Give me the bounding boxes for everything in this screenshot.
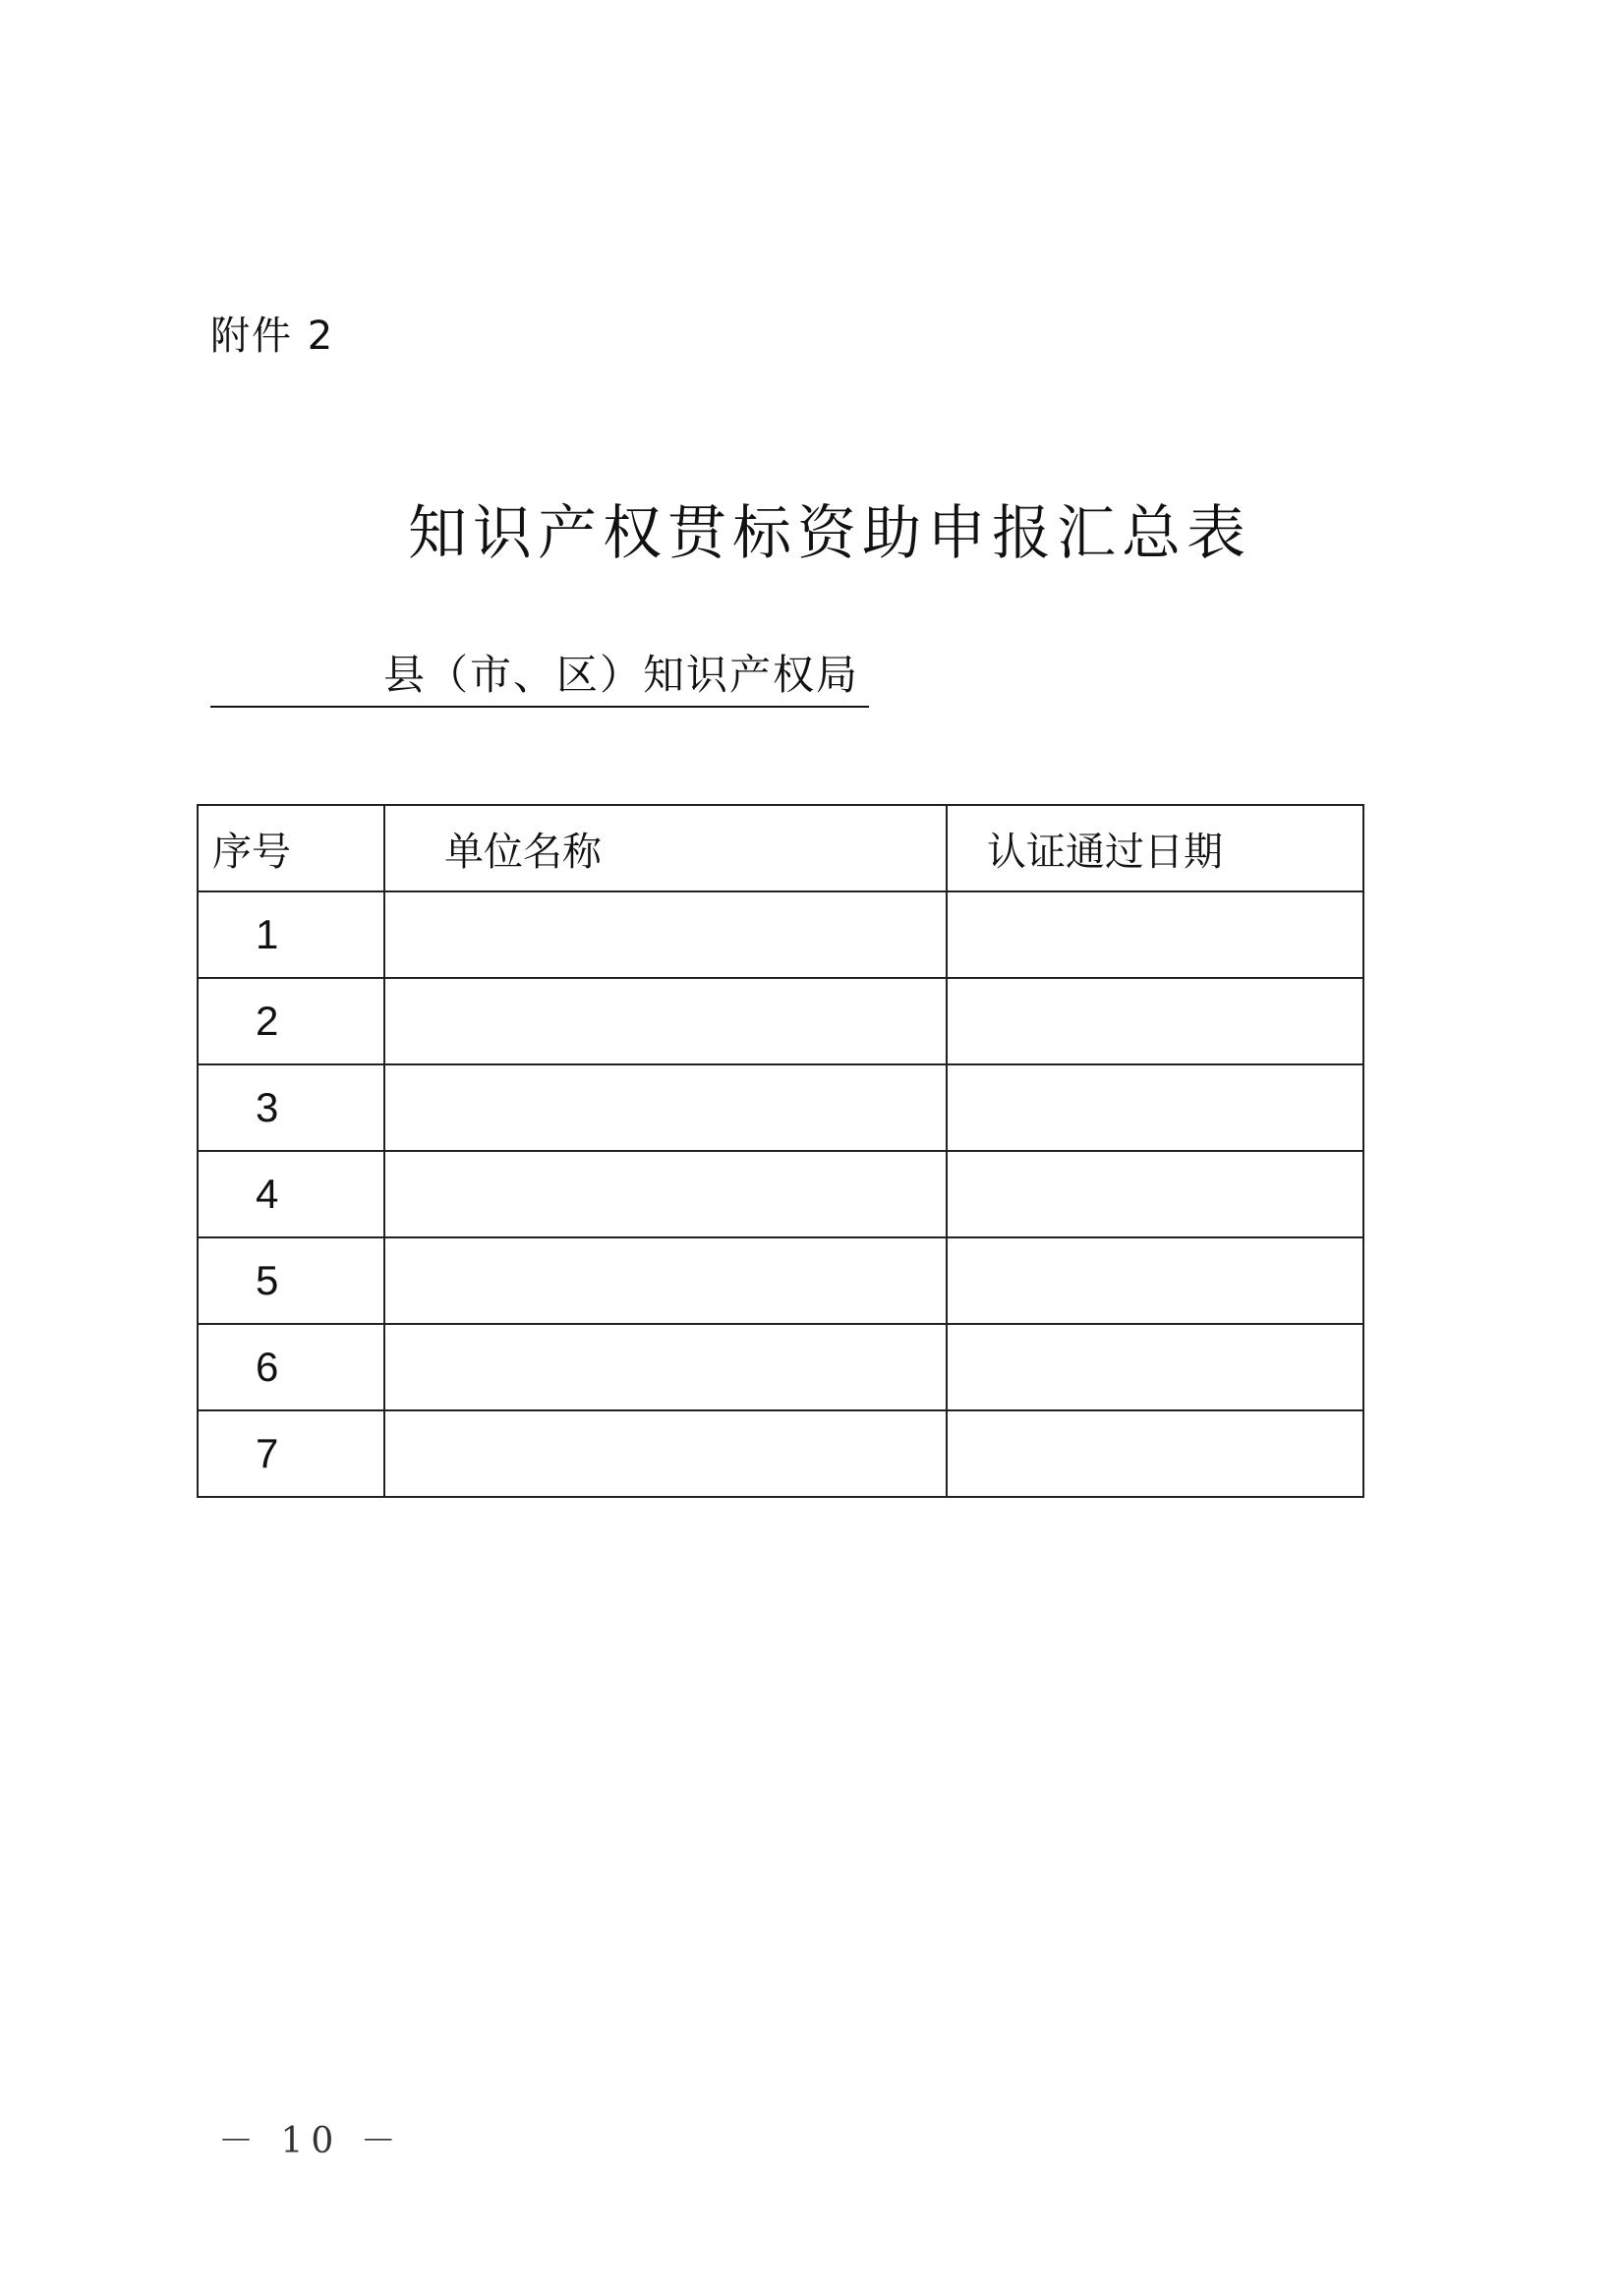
table-row xyxy=(198,1237,1363,1324)
summary-table xyxy=(197,804,1364,1498)
unit-name-cell[interactable] xyxy=(384,1237,947,1324)
certification-date-cell[interactable] xyxy=(947,978,1363,1064)
unit-fill-line[interactable] xyxy=(210,649,869,708)
certification-date-cell[interactable] xyxy=(947,1237,1363,1324)
unit-name-cell[interactable] xyxy=(384,1324,947,1410)
unit-name-cell[interactable] xyxy=(384,891,947,978)
header-certification-date: 认证通过日期 xyxy=(947,805,1363,891)
unit-line-text: 县（市、区）知识产权局 xyxy=(383,651,860,699)
table-row xyxy=(198,978,1363,1064)
table-header-row xyxy=(198,805,1363,891)
table-row xyxy=(198,1410,1363,1497)
page-number: － 10 － xyxy=(218,2121,404,2161)
row-number: 6 xyxy=(198,1324,384,1410)
unit-name-cell[interactable] xyxy=(384,1410,947,1497)
page-title: 知识产权贯标资助申报汇总表 xyxy=(408,499,1251,568)
row-number: 4 xyxy=(198,1151,384,1237)
table-row xyxy=(198,1064,1363,1151)
unit-name-cell[interactable] xyxy=(384,1151,947,1237)
certification-date-cell[interactable] xyxy=(947,1064,1363,1151)
certification-date-cell[interactable] xyxy=(947,1410,1363,1497)
table-row xyxy=(198,891,1363,978)
row-number: 5 xyxy=(198,1237,384,1324)
certification-date-cell[interactable] xyxy=(947,1151,1363,1237)
unit-name-cell[interactable] xyxy=(384,1064,947,1151)
certification-date-cell[interactable] xyxy=(947,1324,1363,1410)
attachment-label: 附件 2 xyxy=(210,314,335,359)
table-row xyxy=(198,1151,1363,1237)
certification-date-cell[interactable] xyxy=(947,891,1363,978)
unit-name-cell[interactable] xyxy=(384,978,947,1064)
header-unit-name: 单位名称 xyxy=(384,805,947,891)
row-number: 7 xyxy=(198,1410,384,1497)
row-number: 1 xyxy=(198,891,384,978)
header-serial-number: 序号 xyxy=(198,805,384,891)
row-number: 3 xyxy=(198,1064,384,1151)
table-row xyxy=(198,1324,1363,1410)
row-number: 2 xyxy=(198,978,384,1064)
